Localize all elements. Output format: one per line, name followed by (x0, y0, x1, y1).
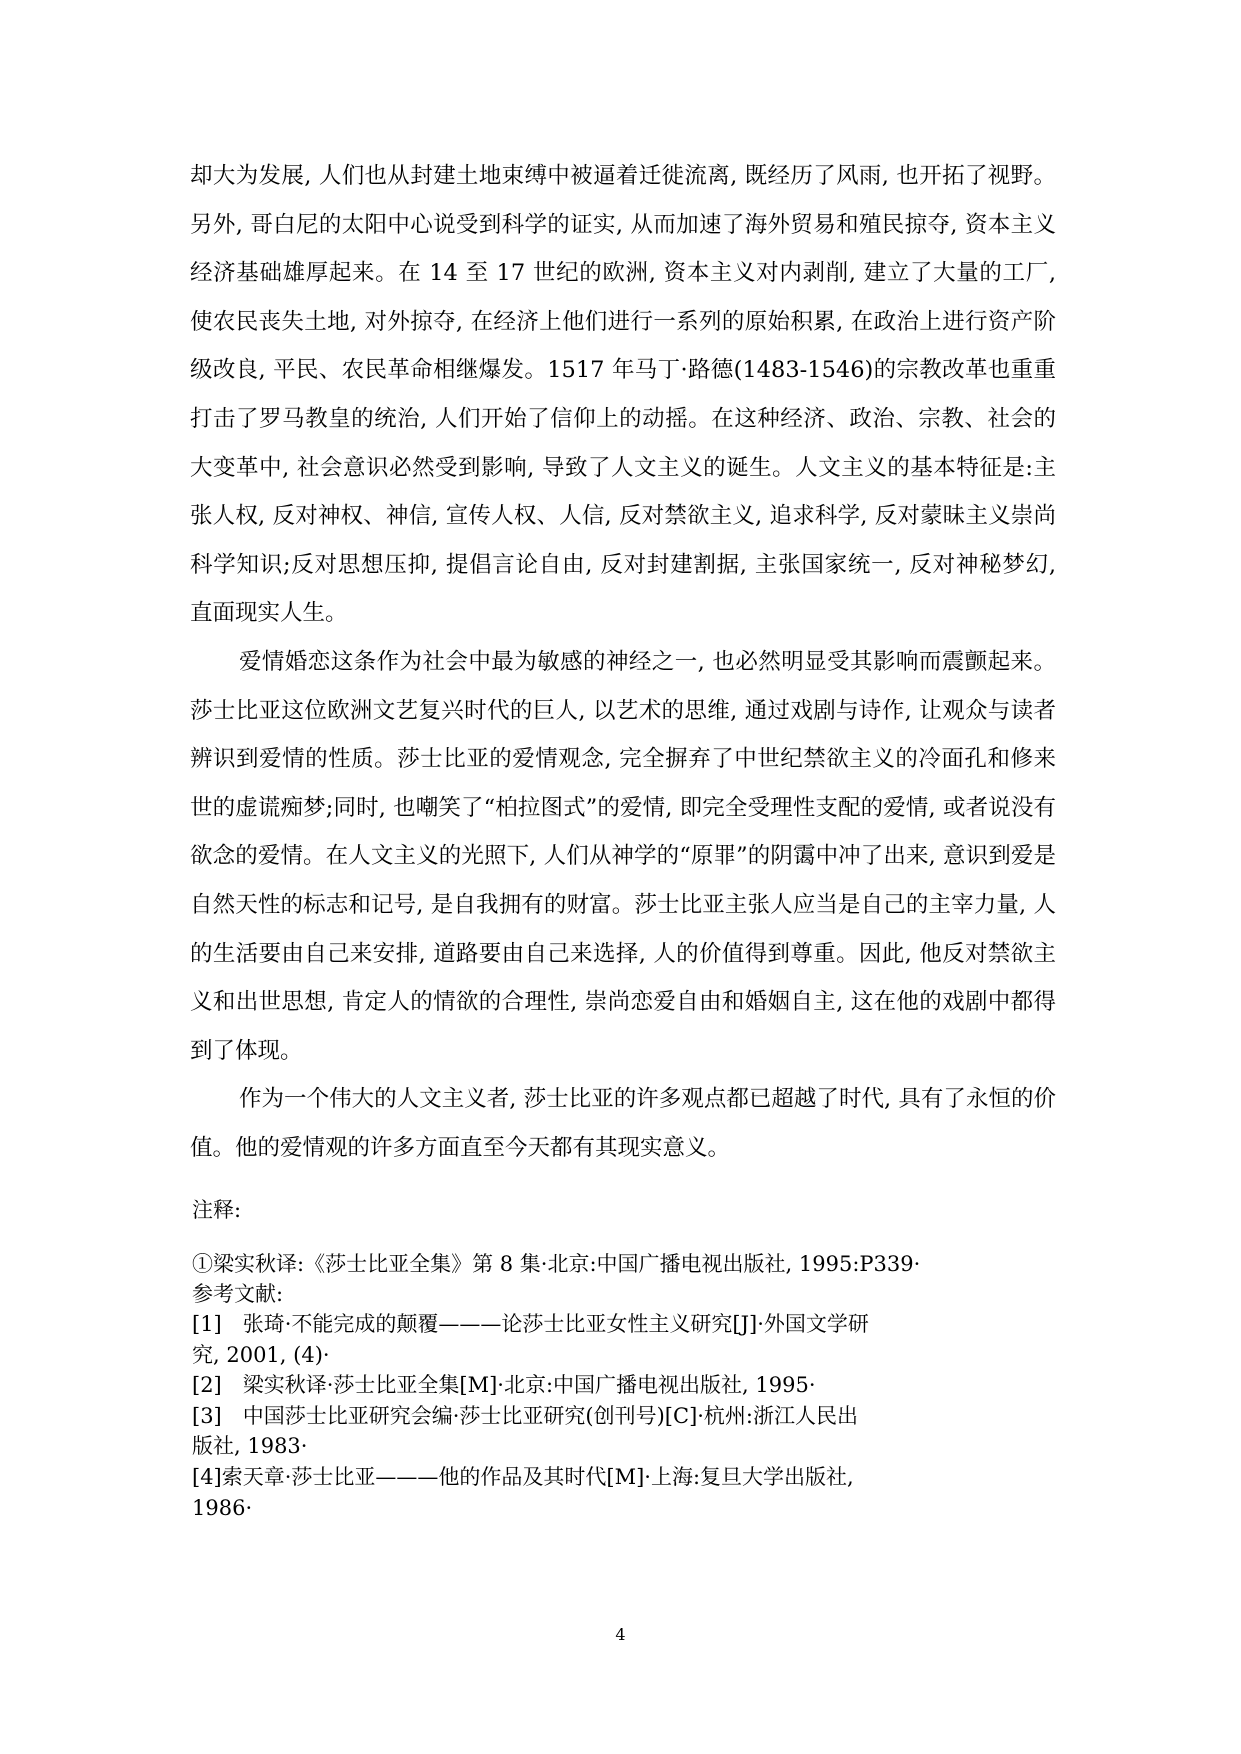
references-heading: 参考文献: (192, 1282, 284, 1306)
reference-item-1: [1] 张琦·不能完成的颠覆———论莎士比亚女性主义研究[J]·外国文学研究, 2001, (4)· (192, 1312, 869, 1367)
reference-item-4: [4]索天章·莎士比亚———他的作品及其时代[M]·上海:复旦大学出版社, 1986· (192, 1464, 854, 1520)
footnote-1: ①梁实秋译:《莎士比亚全集》第 8 集·北京:中国广播电视出版社, 1995:P339· (192, 1252, 921, 1276)
body-paragraph-3: 作为一个伟大的人文主义者, 莎士比亚的许多观点都已超越了时代, 具有了永恒的价值。他的爱情观的许多方面直至今天都有其现实意义。 (190, 1086, 1056, 1161)
notes-section (192, 1197, 1072, 1523)
reference-item-2: [2] 梁实秋译·莎士比亚全集[M]·北京:中国广播电视出版社, 1995· (192, 1373, 816, 1398)
body-paragraph-1: 却大为发展, 人们也从封建土地束缚中被逼着迁徙流离, 既经历了风雨, 也开拓了视野。另外, 哥白尼的太阳中心说受到科学的证实, 从而加速了海外贸易和殖民掠夺, 资本主义经济基础雄厚起来。在 14 至 17 世纪的欧洲, 资本主义对内剥削, 建立了大量的工厂, 使农民丧失土地, 对外掠夺, 在经济上他们进行一系列的原始积累, 在政治上进行资产阶级改良, 平民、农民革命相继爆发。1517 年马丁·路德(1483-1546)的宗教改革也重重打击了罗马教皇的统治, 人们开始了信仰上的动摇。在这种经济、政治、宗教、社会的大变革中, 社会意识必然受到影响, 导致了人文主义的诞生。人文主义的基本特征是:主张人权, 反对神权、神信, 宣传人权、人信, 反对禁欲主义, 追求科学, 反对蒙昧主义崇尚科学知识;反对思想压抑, 提倡言论自由, 反对封建割据, 主张国家统一, 反对神秘梦幻, 直面现实人生。 (190, 163, 1056, 627)
notes-heading: 注释: (192, 1198, 242, 1222)
references-list (192, 1309, 872, 1523)
reference-item-3: [3] 中国莎士比亚研究会编·莎士比亚研究(创刊号)[C]·杭州:浙江人民出版社, 1983· (192, 1403, 859, 1459)
page-number: 4 (615, 1625, 626, 1644)
body-paragraph-2: 爱情婚恋这条作为社会中最为敏感的神经之一, 也必然明显受其影响而震颤起来。莎士比亚这位欧洲文艺复兴时代的巨人, 以艺术的思维, 通过戏剧与诗作, 让观众与读者辨识到爱情的性质。莎士比亚的爱情观念, 完全摒弃了中世纪禁欲主义的冷面孔和修来世的虚谎痴梦;同时, 也嘲笑了“柏拉图式”的爱情, 即完全受理性支配的爱情, 或者说没有欲念的爱情。在人文主义的光照下, 人们从神学的“原罪”的阴霭中冲了出来, 意识到爱是自然天性的标志和记号, 是自我拥有的财富。莎士比亚主张人应当是自己的主宰力量, 人的生活要由自己来安排, 道路要由自己来选择, 人的价值得到尊重。因此, 他反对禁欲主义和出世思想, 肯定人的情欲的合理性, 崇尚恋爱自由和婚姻自主, 这在他的戏剧中都得到了体现。 (190, 648, 1056, 1064)
body-text (190, 152, 1056, 1172)
